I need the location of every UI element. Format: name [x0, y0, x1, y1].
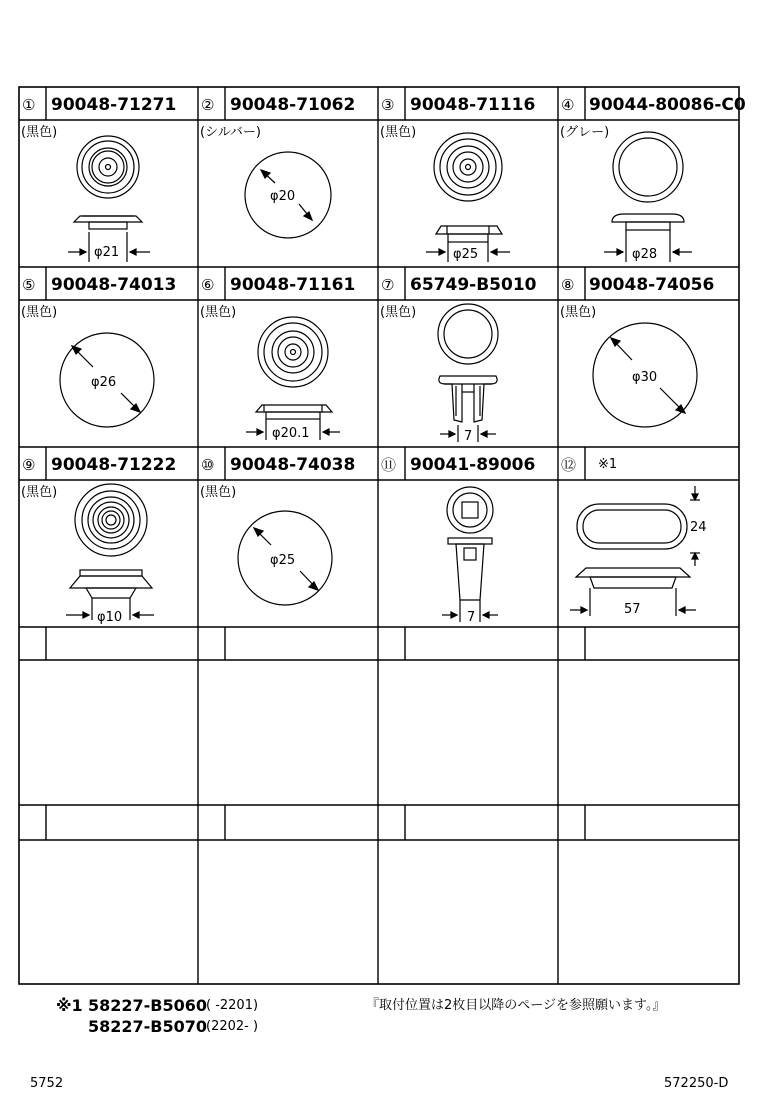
cell-5-diameter: φ26	[91, 375, 117, 390]
cell-10-part-number: 90048-74038	[230, 455, 356, 475]
cell-7-part-number: 65749-B5010	[410, 275, 537, 295]
cell-9-grommet-drawing	[66, 484, 154, 620]
cell-12-height: 24	[690, 520, 707, 535]
cell-7-clip-drawing	[438, 304, 498, 442]
cell-1-color: (黒色)	[21, 125, 58, 140]
cell-7-number: ⑦	[381, 276, 395, 294]
cell-12-oval-grommet-drawing	[570, 486, 700, 616]
cell-10-diameter: φ25	[270, 553, 296, 568]
cell-6-number: ⑥	[201, 276, 215, 294]
cell-2-part-number: 90048-71062	[230, 95, 356, 115]
cell-1-number: ①	[22, 96, 36, 114]
cell-3-grommet-drawing	[426, 133, 510, 262]
cell-4-color: (グレー)	[560, 125, 610, 140]
cell-10-number: ⑩	[201, 456, 215, 474]
cell-3-number: ③	[381, 96, 395, 114]
cell-9-color: (黒色)	[21, 485, 58, 500]
cell-9-diameter: φ10	[97, 610, 123, 625]
cell-11-part-number: 90041-89006	[410, 455, 536, 475]
color-labels	[21, 125, 609, 500]
footnote-mark: ※1	[56, 996, 83, 1015]
cell-8-part-number: 90048-74056	[589, 275, 715, 295]
cell-5-color: (黒色)	[21, 305, 58, 320]
cell-8-number: ⑧	[561, 276, 575, 294]
cell-5-part-number: 90048-74013	[51, 275, 177, 295]
cell-4-grommet-drawing	[604, 132, 692, 262]
cell-3-color: (黒色)	[380, 125, 417, 140]
cell-8-diameter: φ30	[632, 370, 658, 385]
cell-12-reference-mark: ※1	[598, 457, 618, 472]
cell-12-length: 57	[624, 602, 641, 617]
cell-5-number: ⑤	[22, 276, 36, 294]
footnote-part-1: 58227-B5060	[88, 996, 208, 1015]
cell-6-part-number: 90048-71161	[230, 275, 356, 295]
page-code: 5752	[30, 1076, 64, 1091]
cell-headers	[22, 95, 746, 475]
cell-7-width: 7	[464, 429, 473, 444]
footnote-range-2: (2202- )	[206, 1019, 259, 1034]
cell-10-color: (黒色)	[200, 485, 237, 500]
cell-7-color: (黒色)	[380, 305, 417, 320]
cell-11-width: 7	[467, 610, 476, 625]
cell-1-part-number: 90048-71271	[51, 95, 177, 115]
drawing-number: 572250-D	[664, 1076, 729, 1091]
cell-3-diameter: φ25	[453, 247, 479, 262]
cell-1-grommet-drawing	[68, 136, 150, 262]
cell-2-diameter: φ20	[270, 189, 296, 204]
cell-11-clip-drawing	[442, 487, 498, 622]
cell-4-part-number: 90044-80086-C0	[589, 95, 746, 115]
cell-6-grommet-drawing	[246, 317, 340, 440]
cell-3-part-number: 90048-71116	[410, 95, 536, 115]
cell-9-number: ⑨	[22, 456, 36, 474]
footnote-range-1: ( -2201)	[206, 998, 259, 1013]
cell-12-number: ⑫	[561, 456, 577, 474]
cell-2-number: ②	[201, 96, 215, 114]
cell-1-diameter: φ21	[94, 245, 120, 260]
cell-2-color: (シルバー)	[200, 125, 261, 140]
cell-8-color: (黒色)	[560, 305, 597, 320]
footnote-note: 『取付位置は2枚目以降のページを参照願います。』	[366, 998, 666, 1013]
cell-6-diameter: φ20.1	[272, 426, 310, 441]
cell-9-part-number: 90048-71222	[51, 455, 177, 475]
cell-4-number: ④	[561, 96, 575, 114]
footnote-part-2: 58227-B5070	[88, 1017, 208, 1036]
cell-11-number: ⑪	[381, 456, 397, 474]
cell-4-diameter: φ28	[632, 247, 658, 262]
cell-6-color: (黒色)	[200, 305, 237, 320]
